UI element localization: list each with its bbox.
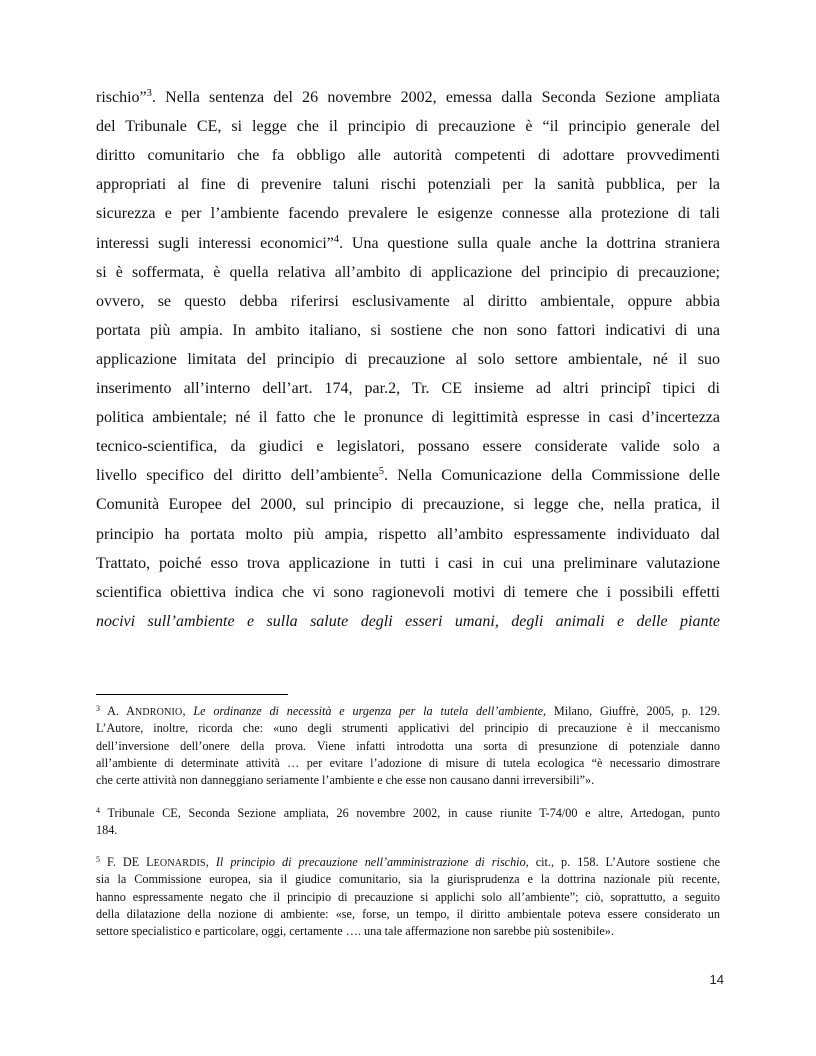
body-line: portata più ampia. In ambito italiano, si sostiene che non sono fattori indicativi di una [96, 321, 720, 339]
body-line: diritto comunitario che fa obbligo alle autorità competenti di adottare provvedimenti [96, 147, 720, 165]
footnote-number: 5 [96, 855, 100, 864]
body-line: Comunità Europee del 2000, sul principio di precauzione, si legge che, nella pratica, il [96, 496, 720, 514]
work-title: Le ordinanze di necessità e urgenza per la tutela dell’ambiente, [193, 704, 547, 718]
footnote-4: $^4$ Tribunale CE, Seconda Sezione ampliata, 26 novembre 2002, in cause riunite T-74/00 e altre, Artedogan, punto 184. [96, 806, 720, 838]
footnote-ref: 3 [146, 88, 152, 99]
body-line: applicazione limitata del principio di precauzione al solo settore ambientale, né il suo [96, 350, 720, 368]
footnote-5: $^5$ F. DE LEONARDIS, Il principio di precauzione nell’amministrazione di rischio, cit., p. 158. L’Autore sostiene che sia la Commissione europea, sia il giudice comunitario, sia la giurisprudenza e la dottrina nazionale più recente, hanno espressamente negato che il principio di precauzione si applichi solo all’ambiente”; ciò, soprattutto, a seguito della dilatazione della nozione di ambiente: «se, forse, un tempo, il diritto ambientale poteva essere considerato un settore specialistico e particolare, oggi, certamente …. una tale affermazione non sarebbe più sostenibile». [96, 855, 721, 939]
page-number: 14 [709, 972, 724, 987]
body-line: nocivi sull’ambiente e sulla salute degli esseri umani, degli animali e delle piante [96, 612, 720, 630]
body-line: politica ambientale; né il fatto che le pronunce di legittimità espresse in casi d’incertezza [96, 409, 720, 427]
body-line: si è soffermata, è quella relativa all’ambito di applicazione del principio di precauzione; [96, 263, 720, 281]
footnote-3: $^3$ A. ANDRONIO, Le ordinanze di necessità e urgenza per la tutela dell’ambiente, Milano, Giuffrè, 2005, p. 129. L’Autore, inoltre, ricorda che: «uno degli strumenti applicativi del principio di precauzione è il meccanismo dell’inversione dell’onere della prova. Viene infatti introdotta una sorta di presunzione di potenziale danno all’ambiente di determinate attività … per evitare l’adozione di misure di tutela ecologica “è necessario dimostrare che certe attività non danneggiano seriamente l’ambiente e che esse non causano danni irreversibili”». [96, 704, 721, 788]
body-line: scientifica obiettiva indica che vi sono ragionevoli motivi di temere che i possibili effetti [96, 583, 720, 601]
footnote-separator [96, 694, 288, 695]
body-line: ovvero, se questo debba riferirsi esclusivamente al diritto ambientale, oppure abbia [96, 292, 720, 310]
body-line: tecnico-scientifica, da giudici e legislatori, possano essere considerate valide solo a [96, 438, 720, 456]
footnote-number: 4 [96, 806, 100, 815]
body-line: principio ha portata molto più ampia, rispetto all’ambito espressamente individuato dal [96, 525, 720, 543]
body-line: inserimento all’interno dell’art. 174, par.2, Tr. CE insieme ad altri principî tipici di [96, 380, 720, 397]
footnote-ref: 5 [378, 466, 384, 478]
body-line: Trattato, poiché esso trova applicazione in tutti i casi in cui una preliminare valutazione [96, 554, 720, 572]
footnote-number: 3 [96, 704, 100, 713]
body-line: interessi sugli interessi economici”$^4$. Una questione sulla quale anche la dottrina straniera [96, 233, 720, 252]
body-line: appropriati al fine di prevenire taluni rischi potenziali per la sanità pubblica, per la [96, 176, 720, 194]
body-line: del Tribunale CE, si legge che il principio di precauzione è “il principio generale del [96, 118, 720, 136]
body-line: rischio”$^3$. Nella sentenza del 26 novembre 2002, emessa dalla Seconda Sezione ampliata [96, 88, 720, 106]
work-title: Il principio di precauzione nell’amministrazione di rischio, [215, 855, 529, 869]
body-line: livello specifico del diritto dell’ambiente$^5$. Nella Comunicazione della Commissione delle [96, 466, 720, 485]
footnote-ref: 4 [333, 233, 340, 245]
body-line: sicurezza e per l’ambiente facendo prevalere le esigenze connesse alla protezione di tali [96, 205, 720, 223]
